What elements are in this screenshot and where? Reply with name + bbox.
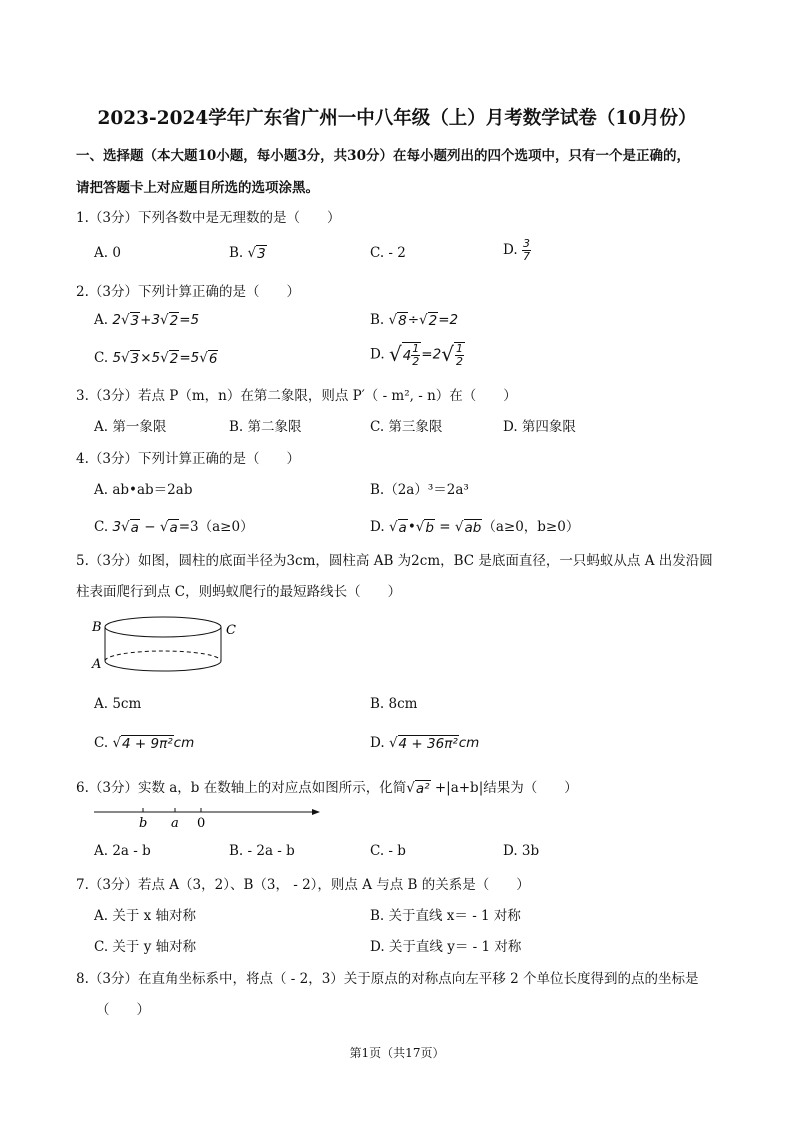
q2-option-c[interactable] bbox=[94, 350, 218, 367]
label-b: b bbox=[139, 816, 148, 831]
q7-stem: 7.（3分）若点 A（3，2）、B（3， - 2），则点 A 与点 B 的关系是（ ） bbox=[76, 877, 530, 893]
fraction bbox=[455, 343, 464, 368]
cylinder-bottom-back bbox=[105, 651, 221, 661]
label-a: A bbox=[92, 657, 102, 672]
numerator: 3 bbox=[522, 237, 530, 250]
q2-option-d[interactable] bbox=[370, 342, 465, 368]
option-label: B. bbox=[370, 312, 385, 328]
condition: （a≥0，b≥0） bbox=[482, 519, 580, 535]
cylinder-top-ellipse bbox=[105, 617, 221, 637]
equals-coefficient: =2 bbox=[421, 346, 442, 363]
fraction bbox=[411, 343, 420, 368]
page-title: 2023-2024学年广东省广州一中八年级（上）月考数学试卷（10月份） bbox=[97, 108, 697, 129]
label-zero: 0 bbox=[197, 816, 206, 831]
numerator: 1 bbox=[455, 342, 463, 355]
cylinder-bottom-front bbox=[105, 661, 221, 671]
radicand bbox=[454, 342, 465, 368]
radicand bbox=[402, 342, 422, 368]
operator: − bbox=[139, 519, 160, 535]
equals: = bbox=[434, 519, 455, 535]
q5-option-c[interactable] bbox=[94, 735, 194, 752]
sqrt-expression: √ 6 bbox=[199, 350, 218, 367]
q5-option-d[interactable] bbox=[370, 735, 479, 752]
section-heading-line2: 请把答题卡上对应题目所选的选项涂黑。 bbox=[76, 180, 319, 196]
q2-option-b[interactable] bbox=[370, 312, 458, 329]
q1-stem: 1.（3分）下列各数中是无理数的是（ ） bbox=[76, 210, 341, 226]
option-label: A. bbox=[94, 312, 109, 328]
coefficient: 5 bbox=[112, 350, 122, 366]
label-b: B bbox=[92, 620, 102, 635]
radicand: 6 bbox=[208, 351, 218, 367]
radicand: 8 bbox=[398, 313, 407, 329]
radicand: 3 bbox=[257, 246, 266, 262]
sqrt-expression: √ a bbox=[159, 519, 178, 536]
unit: cm bbox=[173, 735, 195, 751]
q7-option-d[interactable]: D. 关于直线 y＝ - 1 对称 bbox=[370, 939, 522, 955]
q1-option-a[interactable]: A. 0 bbox=[94, 245, 121, 261]
option-label: D. bbox=[370, 735, 385, 751]
term: ×5 bbox=[140, 350, 161, 366]
q4-option-a[interactable]: A. ab•ab＝2ab bbox=[94, 482, 193, 498]
q6-option-d[interactable]: D. 3b bbox=[503, 843, 540, 859]
radicand: 3 bbox=[130, 351, 140, 367]
label-a: a bbox=[171, 816, 179, 831]
sqrt-expression: √ 4 $\frac{1}{2}$ bbox=[388, 342, 420, 368]
option-label: D. bbox=[503, 242, 518, 258]
sqrt-expression: √ 2 bbox=[160, 350, 179, 367]
result: =5 bbox=[179, 312, 200, 328]
option-label: B. bbox=[229, 245, 244, 261]
radicand: b bbox=[425, 520, 434, 536]
result: =3（a≥0） bbox=[178, 519, 254, 535]
radicand: a bbox=[130, 520, 139, 536]
option-label: C. bbox=[94, 350, 109, 366]
sqrt-expression: √ a bbox=[388, 519, 407, 536]
q7-option-c[interactable]: C. 关于 y 轴对称 bbox=[94, 939, 197, 955]
operator: ÷ bbox=[407, 312, 420, 328]
q6-stem-start: 6.（3分）实数 a，b 在数轴上的对应点如图所示，化简 bbox=[76, 780, 407, 796]
radicand: 2 bbox=[428, 313, 438, 329]
sqrt-expression: √ 3 bbox=[121, 350, 140, 367]
q5-option-a[interactable]: A. 5cm bbox=[94, 696, 142, 712]
option-label: D. bbox=[370, 519, 385, 535]
sqrt-expression: √ a bbox=[121, 519, 139, 536]
coefficient: 3 bbox=[112, 519, 122, 535]
cylinder-figure bbox=[88, 610, 258, 680]
q8-stem-line2: （ ） bbox=[96, 1002, 150, 1018]
fraction bbox=[522, 238, 531, 263]
number-line-figure bbox=[92, 803, 324, 831]
sqrt-expression: √ 3 bbox=[247, 245, 266, 262]
unit: cm bbox=[458, 735, 480, 751]
sqrt-expression: √ 4 + 36π² bbox=[388, 735, 458, 752]
q1-option-d[interactable] bbox=[503, 238, 531, 263]
q3-option-a[interactable]: A. 第一象限 bbox=[94, 419, 167, 435]
q2-option-a[interactable] bbox=[94, 312, 199, 329]
arrow-icon bbox=[312, 809, 320, 815]
term: +3 bbox=[140, 312, 161, 328]
option-label: C. bbox=[94, 519, 109, 535]
denominator: 2 bbox=[455, 355, 463, 368]
option-label: C. bbox=[94, 735, 109, 751]
radicand: a bbox=[169, 520, 178, 536]
q4-option-b[interactable]: B.（2a）³＝2a³ bbox=[370, 482, 469, 498]
q4-option-c[interactable] bbox=[94, 515, 254, 536]
section-heading-line1: 一、选择题（本大题10小题，每小题3分，共30分）在每小题列出的四个选项中，只有一个是正确的， bbox=[76, 148, 690, 164]
sqrt-expression: √ a² bbox=[406, 780, 430, 797]
q3-stem: 3.（3分）若点 P（m，n）在第二象限，则点 P′（ - m², - n）在（ ） bbox=[76, 388, 517, 404]
q6-option-a[interactable]: A. 2a - b bbox=[94, 843, 151, 859]
radicand: 2 bbox=[169, 313, 179, 329]
denominator: 7 bbox=[522, 250, 530, 263]
radicand: a bbox=[398, 520, 407, 536]
radicand: ab bbox=[464, 520, 482, 536]
sqrt-expression: √ 8 bbox=[388, 312, 407, 329]
option-label: D. bbox=[370, 346, 385, 363]
q5-option-b[interactable]: B. 8cm bbox=[370, 696, 418, 712]
result: =5 bbox=[179, 350, 200, 366]
radicand: 3 bbox=[130, 313, 140, 329]
sqrt-expression: √ 4 + 9π² bbox=[112, 735, 173, 752]
sqrt-expression: √ 3 bbox=[120, 312, 140, 329]
q2-stem: 2.（3分）下列计算正确的是（ ） bbox=[76, 284, 300, 300]
sqrt-expression: √ 2 bbox=[160, 312, 179, 329]
coefficient: 2 bbox=[112, 312, 121, 328]
sqrt-expression: √ ab bbox=[454, 519, 482, 536]
radicand: 2 bbox=[169, 351, 179, 367]
operator: • bbox=[407, 519, 416, 535]
radicand: a² bbox=[415, 781, 430, 797]
sqrt-expression: √ $\frac{1}{2}$ bbox=[441, 342, 463, 368]
sqrt-expression: √ 2 bbox=[419, 312, 438, 329]
q7-option-a[interactable]: A. 关于 x 轴对称 bbox=[94, 908, 197, 924]
result: =2 bbox=[438, 312, 459, 328]
q1-option-b[interactable] bbox=[229, 245, 267, 262]
q4-stem: 4.（3分）下列计算正确的是（ ） bbox=[76, 451, 300, 467]
q6-stem bbox=[76, 776, 578, 797]
q8-stem-line1: 8.（3分）在直角坐标系中，将点（ - 2，3）关于原点的对称点向左平移 2 个单位长度得到的点的坐标是 bbox=[76, 971, 699, 987]
q3-option-d[interactable]: D. 第四象限 bbox=[503, 419, 576, 435]
label-c: C bbox=[226, 623, 236, 638]
radicand: 4 + 9π² bbox=[122, 736, 173, 752]
denominator: 2 bbox=[412, 355, 420, 368]
q5-stem-line2: 柱表面爬行到点 C，则蚂蚁爬行的最短路线长（ ） bbox=[76, 584, 402, 600]
q4-option-d[interactable] bbox=[370, 515, 579, 536]
q6-option-c[interactable]: C. - b bbox=[370, 843, 406, 859]
q6-option-b[interactable]: B. - 2a - b bbox=[229, 843, 295, 859]
q3-option-b[interactable]: B. 第二象限 bbox=[229, 419, 302, 435]
q6-stem-end: +|a+b|结果为（ ） bbox=[430, 780, 578, 796]
q7-option-b[interactable]: B. 关于直线 x＝ - 1 对称 bbox=[370, 908, 521, 924]
sqrt-expression: √ b bbox=[415, 519, 434, 536]
q1-option-c[interactable]: C. - 2 bbox=[370, 245, 406, 261]
whole-number: 4 bbox=[402, 347, 412, 364]
q5-stem-line1: 5.（3分）如图，圆柱的底面半径为3cm，圆柱高 AB 为2cm，BC 是底面直径，一只蚂蚁从点 A 出发沿圆 bbox=[76, 553, 713, 569]
numerator: 1 bbox=[412, 342, 420, 355]
q3-option-c[interactable]: C. 第三象限 bbox=[370, 419, 443, 435]
radicand: 4 + 36π² bbox=[398, 736, 458, 752]
page-footer: 第1页（共17页） bbox=[349, 1046, 445, 1060]
